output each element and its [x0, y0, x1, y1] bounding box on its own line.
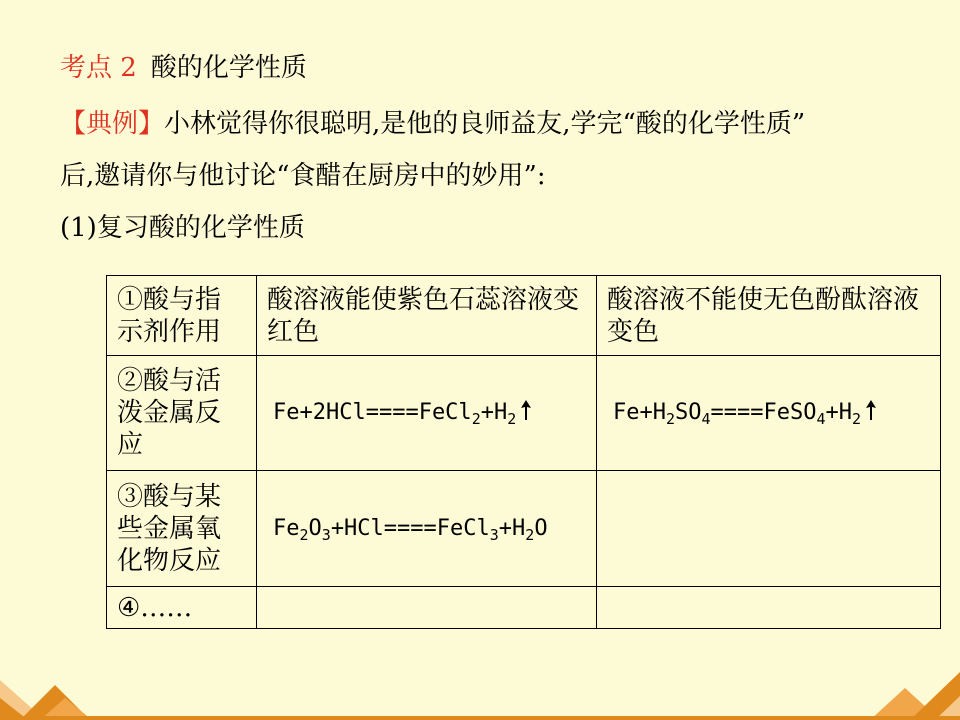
equation-fe2o3-hcl: $Fe_2O_3+HCl====FeCl_3+H_2O$	[257, 471, 597, 587]
row-property: ①酸与指示剂作用	[107, 276, 257, 356]
cell-empty	[597, 587, 941, 629]
table-row	[107, 587, 941, 629]
section-title: 酸的化学性质	[150, 53, 307, 83]
equation-fe-hcl: $Fe+2HCl====FeCl_2+H_2$	[257, 356, 597, 471]
section-label: 考点 2	[60, 53, 137, 83]
row-property: ③酸与某些金属氧化物反应	[107, 471, 257, 587]
equation-fe-h2so4: $Fe+H_2SO_4====FeSO_4+H_2$	[597, 356, 941, 471]
table-row	[107, 276, 941, 356]
decorative-border	[0, 660, 960, 720]
example-line-2: 后,邀请你与他讨论“食醋在厨房中的妙用”:	[60, 161, 546, 191]
cell-text: 酸溶液不能使无色酚酞溶液变色	[597, 276, 941, 356]
subheading: (1)复习酸的化学性质	[60, 213, 305, 243]
gas-arrow-icon	[865, 399, 877, 421]
row-property: ④……	[107, 587, 257, 629]
cell-empty	[597, 471, 941, 587]
cell-empty	[257, 587, 597, 629]
example-text-1: 小林觉得你很聪明,是他的良师益友,学完“酸的化学性质”	[164, 109, 806, 139]
example-line-1	[60, 108, 805, 140]
table-row	[107, 356, 941, 471]
table-row	[107, 471, 941, 587]
gas-arrow-icon	[520, 399, 532, 421]
acid-properties-table	[106, 275, 941, 629]
row-property: ②酸与活泼金属反应	[107, 356, 257, 471]
section-heading	[60, 52, 307, 84]
cell-text: 酸溶液能使紫色石蕊溶液变红色	[257, 276, 597, 356]
example-tag: 【典例】	[60, 109, 165, 139]
